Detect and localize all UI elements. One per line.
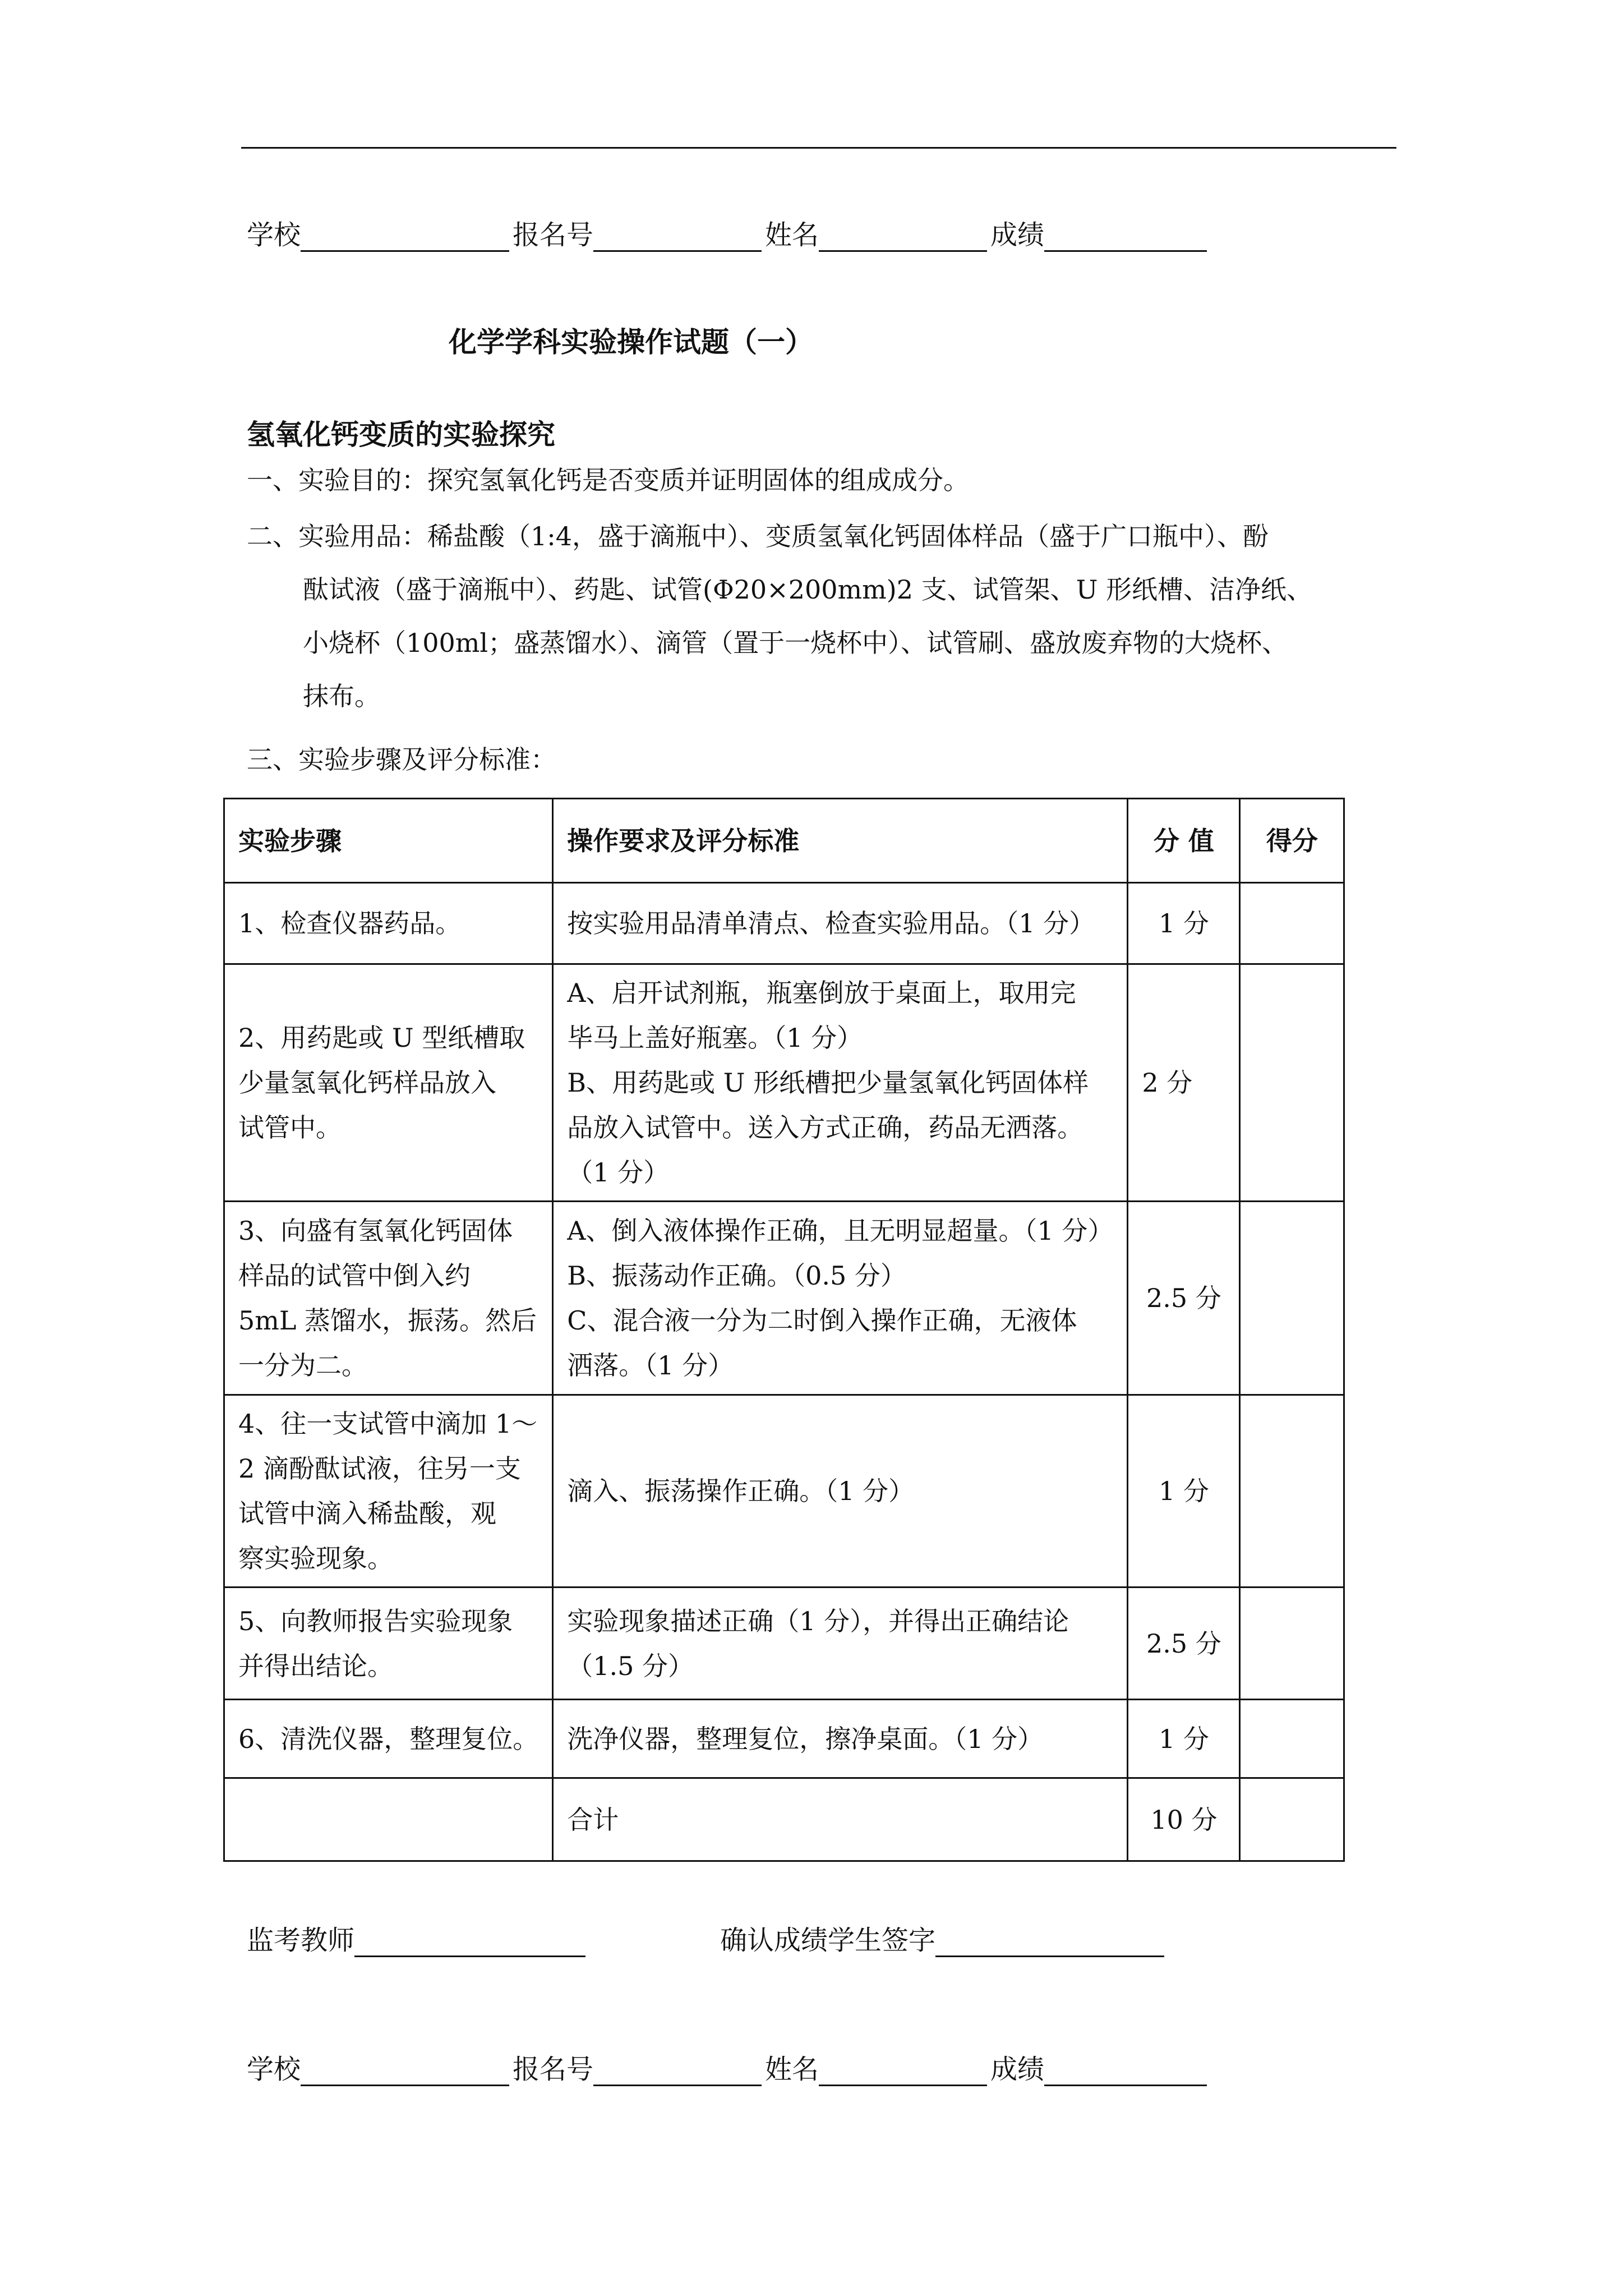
requirement-text: 洒落。（1 分） [567,1350,734,1381]
reg-number-label: 报名号 [513,2054,594,2085]
requirement-text: 按实验用品清单清点、检查实验用品。（1 分） [567,908,1095,938]
earned-cell[interactable] [1240,964,1344,1202]
school-label: 学校 [247,2054,301,2085]
total-earned-cell[interactable] [1240,1778,1344,1861]
requirement-cell [553,964,1128,1202]
step-text: 4、往一支试管中滴加 1～ [238,1409,538,1439]
table-row [224,1588,1344,1700]
requirement-text: 实验现象描述正确（1 分），并得出正确结论 [567,1605,1069,1636]
total-score-cell: 10 分 [1128,1778,1240,1861]
earned-cell[interactable] [1240,1395,1344,1588]
table-row [224,1202,1344,1395]
step-text: 1、检查仪器药品。 [238,908,462,938]
total-label-cell [553,1778,1128,1861]
requirement-cell [553,1588,1128,1700]
section-purpose: 一、实验目的：探究氢氧化钙是否变质并证明固体的组成成分。 [247,465,969,495]
step-text: 一分为二。 [238,1350,367,1381]
score-cell: 2.5 分 [1128,1588,1240,1700]
earned-cell[interactable] [1240,1588,1344,1700]
requirement-cell [553,1202,1128,1395]
requirement-text: A、启开试剂瓶，瓶塞倒放于桌面上，取用完 [567,978,1076,1008]
total-label: 合计 [567,1804,619,1835]
school-label: 学校 [247,219,301,251]
section-materials-line-4: 抹布。 [303,681,380,711]
proctor-signature-blank[interactable] [354,1926,585,1957]
step-cell [224,1395,553,1588]
step-text: 并得出结论。 [238,1650,393,1681]
header-earned: 得分 [1240,799,1344,883]
requirement-text: 毕马上盖好瓶塞。（1 分） [567,1023,863,1053]
table-header-row [224,799,1344,883]
earned-cell[interactable] [1240,883,1344,964]
section-materials-line-3: 小烧杯（100ml；盛蒸馏水）、滴管（置于一烧杯中）、试管刷、盛放废弃物的大烧杯、 [303,628,1288,658]
footer-info-row [247,2047,1210,2086]
step-text: 5、向教师报告实验现象 [238,1605,513,1636]
step-cell [224,1700,553,1778]
header-score-value: 分 值 [1128,799,1240,883]
step-text: 2、用药匙或 U 型纸槽取 [238,1023,525,1053]
requirement-text: B、用药匙或 U 形纸槽把少量氢氧化钙固体样 [567,1068,1089,1098]
requirement-text: B、振荡动作正确。（0.5 分） [567,1260,906,1291]
score-cell: 1 分 [1128,1700,1240,1778]
requirement-text: （1 分） [567,1157,670,1188]
step-cell-empty [224,1778,553,1861]
name-blank[interactable] [819,221,987,252]
header-info-row [247,213,1210,252]
step-cell [224,883,553,964]
step-text: 6、清洗仪器，整理复位。 [238,1723,539,1754]
step-text: 2 滴酚酞试液，往另一支 [238,1453,521,1484]
requirement-cell [553,1700,1128,1778]
page-title: 化学学科实验操作试题（一） [449,325,813,358]
section-steps-heading: 三、实验步骤及评分标准： [247,744,556,775]
grade-blank[interactable] [1044,221,1207,252]
grade-label: 成绩 [990,2054,1045,2085]
school-blank[interactable] [301,2055,509,2086]
header-step: 实验步骤 [224,799,553,883]
reg-number-blank[interactable] [593,221,762,252]
signature-row [247,1918,1164,1957]
requirement-text: C、混合液一分为二时倒入操作正确，无液体 [567,1305,1077,1336]
reg-number-label: 报名号 [513,219,594,251]
step-text: 试管中。 [238,1112,342,1143]
score-cell: 2 分 [1128,964,1240,1202]
requirement-text: 滴入、振荡操作正确。（1 分） [567,1476,915,1506]
step-text: 5mL 蒸馏水，振荡。然后 [238,1305,537,1336]
score-cell: 1 分 [1128,1395,1240,1588]
score-cell: 2.5 分 [1128,1202,1240,1395]
table-row [224,1395,1344,1588]
earned-cell[interactable] [1240,1700,1344,1778]
grade-label: 成绩 [990,219,1045,251]
requirement-cell [553,883,1128,964]
requirement-text: （1.5 分） [567,1650,694,1681]
step-text: 试管中滴入稀盐酸，观 [238,1498,496,1529]
table-row [224,1700,1344,1778]
table-total-row [224,1778,1344,1861]
requirement-text: 品放入试管中。送入方式正确，药品无洒落。 [567,1112,1083,1143]
score-cell: 1 分 [1128,883,1240,964]
step-cell [224,1588,553,1700]
step-cell [224,1202,553,1395]
table-row [224,883,1344,964]
step-text: 3、向盛有氢氧化钙固体 [238,1216,513,1246]
requirement-text: A、倒入液体操作正确，且无明显超量。（1 分） [567,1216,1114,1246]
name-blank[interactable] [819,2055,987,2086]
step-text: 察实验现象。 [238,1543,393,1573]
step-cell [224,964,553,1202]
step-text: 少量氢氧化钙样品放入 [238,1068,496,1098]
requirement-text: 洗净仪器，整理复位，擦净桌面。（1 分） [567,1723,1044,1754]
student-signature-blank[interactable] [935,1926,1164,1957]
name-label: 姓名 [765,2054,819,2085]
requirement-cell [553,1395,1128,1588]
top-rule [241,147,1396,149]
section-materials-line-1: 二、实验用品：稀盐酸（1:4，盛于滴瓶中）、变质氢氧化钙固体样品（盛于广口瓶中）、酚 [247,521,1269,551]
step-text: 样品的试管中倒入约 [238,1260,471,1291]
reg-number-blank[interactable] [593,2055,762,2086]
header-requirement: 操作要求及评分标准 [553,799,1128,883]
grade-blank[interactable] [1044,2055,1207,2086]
table-row [224,964,1344,1202]
name-label: 姓名 [765,219,819,251]
section-materials-line-2: 酞试液（盛于滴瓶中）、药匙、试管(Φ20×200mm)2 支、试管架、U 形纸槽、洁净纸、 [303,574,1312,605]
proctor-label: 监考教师 [247,1925,355,1956]
experiment-title: 氢氧化钙变质的实验探究 [247,418,555,451]
earned-cell[interactable] [1240,1202,1344,1395]
school-blank[interactable] [301,221,509,252]
scoring-table [223,798,1345,1862]
student-confirm-label: 确认成绩学生签字 [720,1925,936,1956]
